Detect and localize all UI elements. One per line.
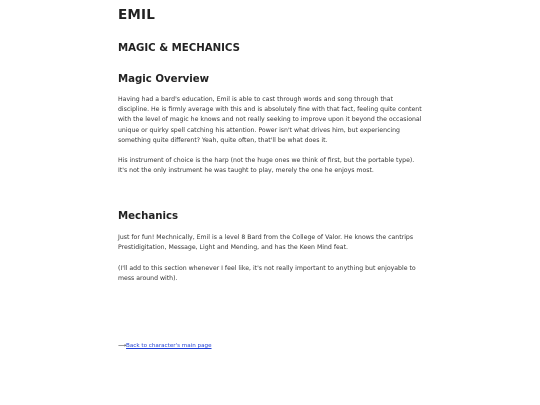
back-link-row — [118, 342, 212, 351]
magic-overview-paragraph-2: His instrument of choice is the harp (not the huge ones we think of first, but the portable type). It's not the only instrument he was taught to play, merely the one he enjoys most. — [118, 157, 415, 175]
section-heading-magic-overview: Magic Overview — [118, 74, 210, 85]
back-to-main-page-link[interactable]: Back to character's main page — [126, 343, 212, 349]
arrow-right-icon: ⟶ — [118, 343, 127, 349]
page-title: EMIL — [118, 7, 156, 23]
mechanics-paragraph-1: Just for fun! Mechnically, Emil is a level 8 Bard from the College of Valor. He knows the cantrips Prestidigitation, Message, Light and Mending, and has the Keen Mind feat. — [118, 234, 414, 252]
magic-overview-paragraph-1: Having had a bard's education, Emil is able to cast through words and song through that discipline. He is firmly average with this and is absolutely fine with that fact, feeling quite content with the level of magic he knows and not really seeking to improve upon it beyond the occasional unique or quirky spell catching his attention. Power isn't what drives him, but experiencing something quite different? Yeah, quite often, that'll be what does it. — [118, 96, 422, 144]
section-heading-magic-mechanics: MAGIC & MECHANICS — [118, 43, 240, 54]
section-heading-mechanics: Mechanics — [118, 211, 179, 222]
mechanics-paragraph-2: (I'll add to this section whenever I feel like, it's not really important to anything but enjoyable to mess around with). — [118, 265, 416, 283]
